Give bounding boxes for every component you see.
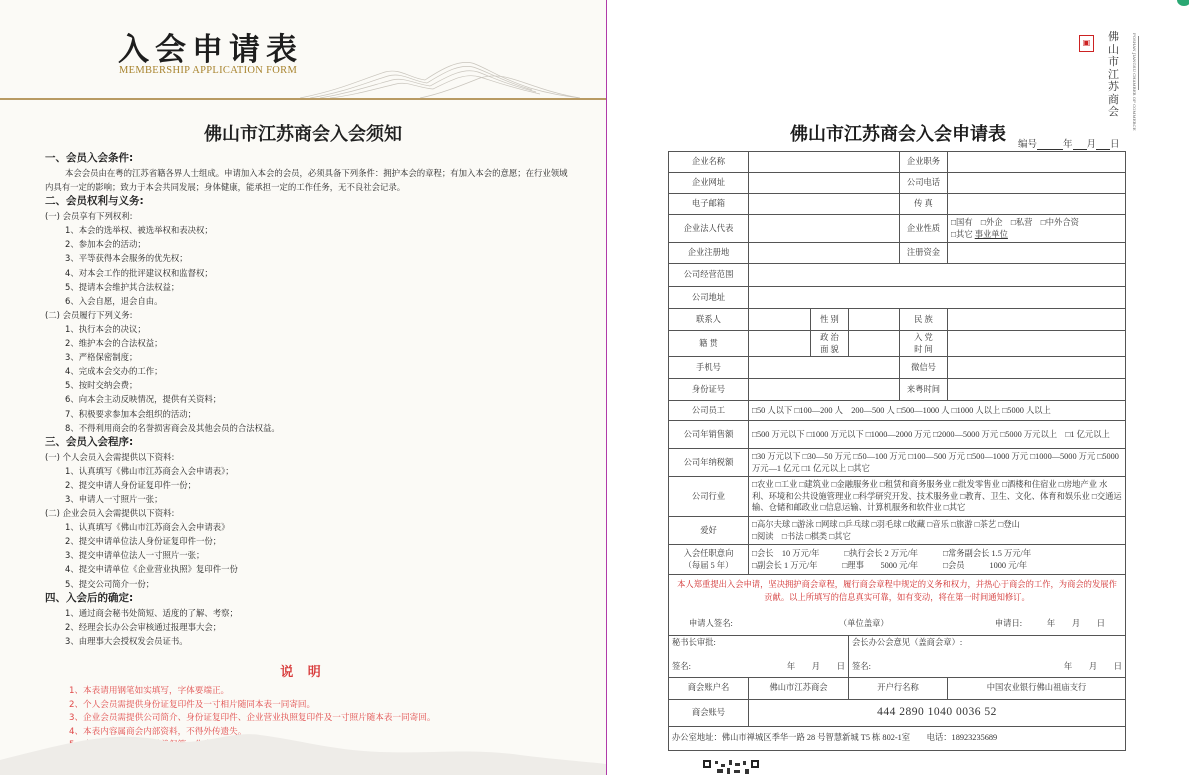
cell-label: 企业名称 (669, 152, 749, 173)
section-heading: 二、会员权利与义务: (45, 195, 144, 208)
cell-label: 公司行业 (669, 477, 749, 517)
day-label: 日 (1110, 140, 1120, 150)
list-item: 5、按时交纳会费； (65, 380, 138, 391)
sign-label: 签名: (852, 662, 871, 671)
nature-options-line: □国有 □外企 □私营 □中外合资 (951, 218, 1079, 227)
table-row (669, 421, 1126, 449)
list-item: 2、经理会长办公会审核通过报理事大会； (65, 621, 222, 632)
table-row (669, 379, 1126, 401)
apply-date[interactable]: 申请日: 年 月 日 (994, 619, 1106, 628)
legal-rep-field[interactable] (749, 215, 900, 243)
political-field[interactable] (849, 331, 900, 357)
table-row (669, 677, 1126, 699)
seal-logo-icon: ▣ (1079, 35, 1094, 52)
subsection-heading: (二) 企业会员入会需提供以下资料: (45, 508, 175, 519)
applicant-sign-line (675, 618, 1119, 631)
table-row (669, 477, 1126, 517)
section-heading: 一、会员入会条件: (45, 152, 134, 164)
cell-label: 公司年销售额 (669, 421, 749, 449)
list-item: 3、申请人一寸照片一张； (65, 493, 163, 504)
cell-label: 入会任职意向 （每届 5 年） (669, 545, 749, 575)
address-field[interactable] (749, 287, 1126, 309)
cell-label: 注册资金 (900, 243, 948, 264)
secretary-sign-line (672, 661, 845, 673)
cell-label: 手机号 (669, 357, 749, 379)
list-item: 6、入会自愿，退会自由。 (65, 295, 163, 306)
list-item: 5、提请本会维护其合法权益； (65, 281, 180, 292)
table-row (669, 287, 1126, 309)
table-row (669, 357, 1126, 379)
list-item: 2、参加本会的活动； (65, 239, 146, 250)
month-label: 月 (1086, 140, 1097, 150)
cell-label: 企业注册地 (669, 243, 749, 264)
council-sign-line (852, 661, 1122, 673)
form-number (1018, 136, 1120, 150)
list-item: 4、完成本会交办的工作； (65, 366, 163, 377)
position-options[interactable] (749, 545, 1126, 575)
section-heading: 三、会员入会程序: (45, 435, 134, 448)
list-item: 1、认真填写《佛山市江苏商会入会申请表》； (65, 465, 234, 476)
reg-place-field[interactable] (749, 243, 900, 264)
list-item: 3、平等获得本会服务的优先权； (65, 253, 188, 264)
cell-label: 政 治 面 貌 (811, 331, 849, 357)
seal-note: （单位盖章） (838, 619, 889, 628)
table-row (669, 173, 1126, 194)
cell-label: 公司地址 (669, 287, 749, 309)
note-item: 3、企业会员需提供公司简介、身份证复印件、企业营业执照复印件及一寸照片随本表一同寄回。 (69, 713, 436, 723)
list-item: 1、通过商会秘书处简短、适度的了解、考察； (65, 607, 238, 618)
brand-title: 入会申请表 (118, 32, 303, 68)
cell-label: 来粤时间 (900, 379, 948, 401)
bank-name: 中国农业银行佛山祖庙支行 (948, 677, 1126, 699)
nature-other-value: 事业单位 (974, 229, 1008, 239)
month-field[interactable] (1073, 140, 1087, 150)
table-row (669, 331, 1126, 357)
native-field[interactable] (749, 331, 811, 357)
brand-subtitle: MEMBERSHIP APPLICATION FORM (119, 65, 298, 76)
table-row (669, 545, 1126, 575)
corporate-materials-list (45, 520, 575, 590)
table-row (669, 401, 1126, 421)
cell-label: 身份证号 (669, 379, 749, 401)
cell-label: 公司员工 (669, 401, 749, 421)
nature-other-label: □其它 (951, 229, 973, 239)
list-item: 1、认真填写《佛山市江苏商会入会申请表》 (65, 522, 230, 533)
account-number: 444 2890 1040 0036 52 (749, 699, 1126, 726)
mountain-decoration-icon (300, 50, 580, 100)
year-label: 年 (1063, 140, 1073, 150)
gender-field[interactable] (849, 309, 900, 331)
application-table (668, 151, 1126, 751)
hobby-options-line: □高尔夫球 □游泳 □网球 □乒乓球 □羽毛球 □收藏 □音乐 □旅游 □茶艺 □登山 (752, 520, 1020, 529)
nature-options-line (951, 229, 1122, 241)
section-paragraph: 本会会员由在粤的江苏省籍各界人士组成。申请加入本会的会员，必须具备下列条件：拥护本会的章程；有加入本会的意愿；在行业领域内具有一定的影响；致力于本会共同发展；身体健康，能承担一定的工作任务，无不良社会记录。 (45, 168, 568, 193)
sales-options[interactable]: □500 万元以下 □1000 万元以下 □1000—2000 万元 □2000—5000 万元 □5000 万元以上 □1 亿元以上 (749, 421, 1126, 449)
ethnicity-field[interactable] (948, 309, 1126, 331)
wechat-field[interactable] (948, 357, 1126, 379)
cell-label: 联系人 (669, 309, 749, 331)
company-name-field[interactable] (749, 152, 900, 173)
staff-options[interactable]: □50 人以下 □100—200 人 200—500 人 □500—1000 人 □1000 人以上 □5000 人以上 (749, 401, 1126, 421)
list-item: 8、不得利用商会的名誉损害商会及其他会员的合法权益。 (65, 422, 280, 433)
secretary-review-label: 秘书长审批: (672, 637, 716, 647)
cell-label: 入 党 时 间 (900, 331, 948, 357)
secretary-review-cell[interactable] (669, 635, 849, 677)
cell-label: 企业性质 (900, 215, 948, 243)
list-item: 6、向本会主动反映情况，提供有关资料； (65, 394, 222, 405)
party-time-field[interactable] (948, 331, 1126, 357)
list-item: 3、由理事大会授权发会员证书。 (65, 635, 188, 646)
reg-capital-field[interactable] (948, 243, 1126, 264)
notice-body (45, 151, 575, 648)
cell-label: 商会账号 (669, 699, 749, 726)
section-heading: 四、入会后的确定: (45, 591, 134, 604)
contact-field[interactable] (749, 309, 811, 331)
corner-dot-icon (1177, 0, 1189, 6)
cell-label: 微信号 (900, 357, 948, 379)
notes-title: 说 明 (280, 665, 326, 680)
note-item: 1、本表请用钢笔如实填写，字体要端正。 (69, 686, 230, 696)
table-row (669, 194, 1126, 215)
declaration-cell (669, 575, 1126, 636)
hobby-options[interactable] (749, 517, 1126, 545)
date-blank: 年 月 日 (786, 662, 845, 671)
account-name: 佛山市江苏商会 (749, 677, 849, 699)
table-row (669, 699, 1126, 726)
list-item: 4、提交申请单位《企业营业执照》复印件一份 (65, 564, 238, 575)
duties-list (45, 322, 575, 435)
qr-code-icon (703, 760, 759, 775)
table-row (669, 635, 1126, 677)
note-item: 4、本表内容属商会内部资料，不得外传遗失。 (69, 726, 247, 737)
cell-label: 商会账户名 (669, 677, 749, 699)
website-field[interactable] (749, 173, 900, 194)
list-item: 2、提交申请单位法人身份证复印件一份； (65, 536, 222, 547)
table-row (669, 152, 1126, 173)
subsection-heading: (一) 会员享有下列权利: (45, 211, 133, 222)
list-item: 7、积极要求参加本会组织的活动； (65, 408, 196, 419)
id-no-field[interactable] (749, 379, 900, 401)
table-row (669, 575, 1126, 636)
scope-field[interactable] (749, 264, 1126, 287)
day-field[interactable] (1096, 140, 1110, 150)
form-number-field[interactable] (1037, 140, 1063, 150)
company-phone-field[interactable] (948, 173, 1126, 194)
list-item: 5、提交公司简介一份； (65, 578, 155, 589)
table-row (669, 243, 1126, 264)
office-address: 办公室地址：佛山市禅城区季华一路 28 号智慧新城 T5 栋 802-1室 电话：18923235689 (669, 726, 1126, 750)
form-title: 佛山市江苏商会入会申请表 (790, 124, 1006, 145)
cell-label: 公司年纳税额 (669, 449, 749, 477)
cell-label: 公司经营范围 (669, 264, 749, 287)
mobile-field[interactable] (749, 357, 900, 379)
cell-label: 爱好 (669, 517, 749, 545)
list-item: 1、本会的选举权、被选举权和表决权； (65, 225, 213, 236)
company-post-field[interactable] (948, 152, 1126, 173)
tax-options[interactable]: □30 万元以下 □30—50 万元 □50—100 万元 □100—500 万元 □500—1000 万元 □1000—5000 万元 □5000 万元—1 亿元 □1 亿元以上 □其它 (749, 449, 1126, 477)
declaration-text: 本人郑重提出入会申请，坚决拥护商会章程，履行商会章程中规定的义务和权力，并热心于商会的工作，为商会的发展作贡献。以上所填写的信息真实可靠，如有变动，将在第一时间通知修订。 (677, 580, 1117, 602)
cell-label: 籍 贯 (669, 331, 749, 357)
hobby-options-line: □阅读 □书法 □棋类 □其它 (752, 531, 851, 541)
applicant-sign-label: 申请人签名: (689, 619, 733, 628)
list-item: 3、提交申请单位法人一寸照片一张； (65, 550, 205, 561)
table-row (669, 309, 1126, 331)
position-options-line: □副会长 1 万元/年 □理事 5000 元/年 □会员 1000 元/年 (752, 560, 1028, 570)
notice-title: 佛山市江苏商会入会须知 (204, 124, 402, 145)
table-row (669, 215, 1126, 243)
table-row (669, 517, 1126, 545)
nature-options[interactable] (948, 215, 1126, 243)
cell-label: 性 别 (811, 309, 849, 331)
confirm-list (45, 606, 575, 648)
subsection-heading: (一) 个人会员入会需提供以下资料: (45, 451, 175, 462)
cell-label: 企业职务 (900, 152, 948, 173)
cell-label: 企业法人代表 (669, 215, 749, 243)
list-item: 2、提交申请人身份证复印件一份； (65, 479, 196, 490)
cell-label: 传 真 (900, 194, 948, 215)
council-opinion-label: 会长办公会意见（盖商会章）: (852, 637, 963, 647)
list-item: 2、维护本会的合法权益； (65, 338, 163, 349)
arrival-field[interactable] (948, 379, 1126, 401)
position-options-line: □会长 10 万元/年 □执行会长 2 万元/年 □常务副会长 1.5 万元/年 (752, 549, 1032, 558)
cell-label: 开户行名称 (849, 677, 948, 699)
cell-label: 电子邮箱 (669, 194, 749, 215)
note-item: 2、个人会员需提供身份证复印件及一寸相片随同本表一同寄回。 (69, 699, 316, 710)
org-rule (1138, 36, 1139, 90)
cell-label: 企业网址 (669, 173, 749, 194)
table-row (669, 726, 1126, 750)
date-blank: 年 月 日 (1063, 662, 1123, 671)
individual-materials-list (45, 464, 575, 506)
list-item: 1、执行本会的决议； (65, 323, 146, 334)
list-item: 3、严格保密制度； (65, 352, 138, 363)
email-field[interactable] (749, 194, 900, 215)
org-vertical-name: 佛山市江苏商会 (1108, 30, 1119, 118)
fax-field[interactable] (948, 194, 1126, 215)
list-item: 4、对本会工作的批评建议权和监督权； (65, 267, 213, 278)
header-rule (0, 98, 606, 100)
application-page (607, 0, 1189, 775)
ink-wash-decoration-icon (0, 690, 606, 775)
org-english-name: FOSHAN JIANGSU CHAMBER OF COMMERCE (1132, 33, 1137, 131)
subsection-heading: (二) 会员履行下列义务: (45, 309, 133, 320)
form-number-label: 编号 (1018, 140, 1038, 150)
rights-list (45, 223, 575, 308)
council-opinion-cell[interactable] (849, 635, 1126, 677)
industry-options[interactable]: □农业 □工业 □建筑业 □金融服务业 □租赁和商务服务业 □批发零售业 □酒楼和住宿业 □房地产业 水利、环境和公共设施管理业 □科学研究开发、技术服务业 □教育、卫生、文化、体育和娱乐业 □交通运输、仓储和邮政业 □信息运输、计算机服务和软件业 □其它 (749, 477, 1126, 517)
cell-label: 公司电话 (900, 173, 948, 194)
cell-label: 民 族 (900, 309, 948, 331)
table-row (669, 449, 1126, 477)
table-row (669, 264, 1126, 287)
sign-label: 签名: (672, 662, 691, 671)
